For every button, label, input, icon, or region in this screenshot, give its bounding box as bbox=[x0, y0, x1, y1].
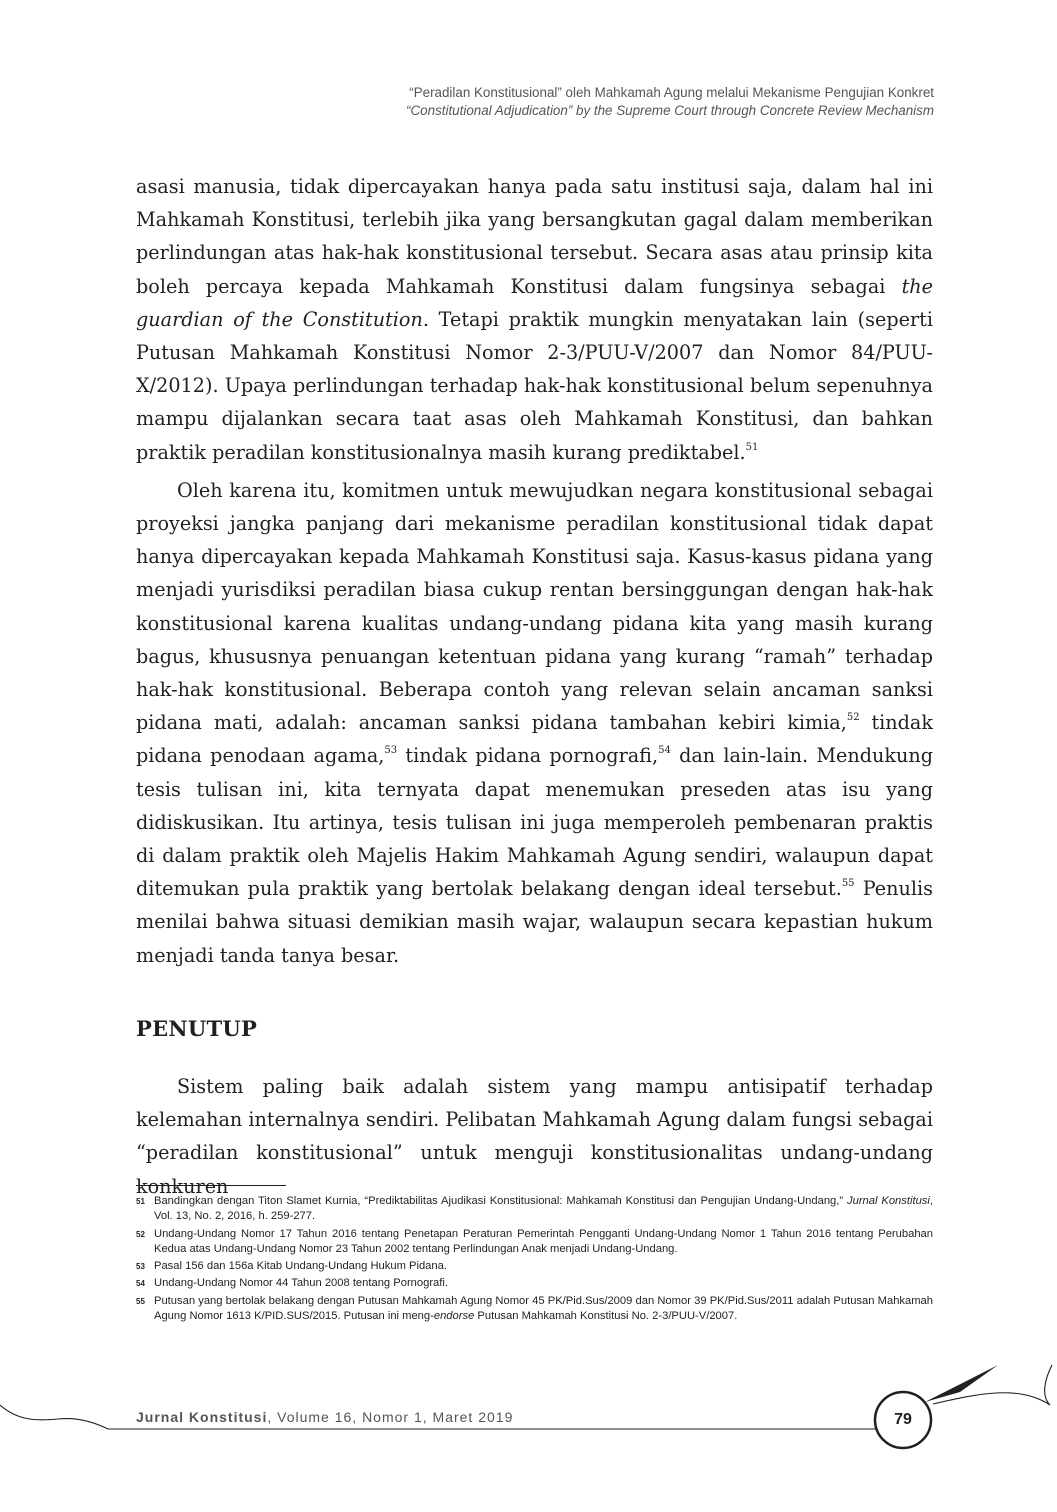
footnote-number: 52 bbox=[136, 1229, 145, 1239]
footnote-53 bbox=[136, 1259, 933, 1274]
footnote-text: Undang-Undang Nomor 44 Tahun 2008 tentang Pornografi. bbox=[154, 1277, 448, 1290]
journal-name: Jurnal Konstitusi bbox=[136, 1409, 268, 1425]
footnote-number: 55 bbox=[136, 1296, 145, 1306]
body-text bbox=[136, 170, 933, 972]
running-header bbox=[406, 84, 934, 120]
running-header-indonesian: “Peradilan Konstitusional” oleh Mahkamah Agung melalui Mekanisme Pengujian Konkret bbox=[409, 85, 934, 100]
footnote-italic: endorse bbox=[433, 1310, 475, 1323]
paragraph-2-text-a: Oleh karena itu, komitmen untuk mewujudkan negara konstitusional sebagai proyeksi jangka panjang dari mekanisme peradilan konstitusional tidak dapat hanya dipercayakan kepada Mahkamah Konstitusi saja. Kasus-kasus pidana yang menjadi yurisdiksi peradilan biasa cukup rentan bersinggungan dengan hak-hak konstitusional karena kualitas undang-undang pidana kita yang masih kurang bagus, khususnya penuangan ketentuan pidana yang kurang “ramah” terhadap hak-hak konstitusional. Beberapa contoh yang relevan selain ancaman sanksi pidana mati, adalah: ancaman sanksi pidana tambahan kebiri kimia, bbox=[136, 478, 933, 735]
footnote-number: 54 bbox=[136, 1279, 145, 1289]
paragraph-2-text-b: tindak pidana penodaan agama, bbox=[136, 711, 933, 768]
closing-text bbox=[136, 1070, 933, 1203]
footnote-italic: Jurnal Konstitusi bbox=[847, 1195, 930, 1207]
footnote-52 bbox=[136, 1227, 933, 1258]
footnote-text: Bandingkan dengan Titon Slamet Kurnia, “Prediktabilitas Ajudikasi Konstitusional: Mahkamah Konstitusi dan Pengujian Undang-Undang,” bbox=[154, 1195, 848, 1207]
footnote-text: Undang-Undang Nomor 17 Tahun 2016 tentang Penetapan Peraturan Pemerintah Pengganti Undang-Undang Nomor 1 Tahun 2016 tentang Perubahan Kedua atas Undang-Undang Nomor 23 Tahun 2002 tentang Perlindungan Anak menjadi Undang-Undang. bbox=[154, 1227, 933, 1255]
footnote-ref-55[interactable]: 55 bbox=[841, 878, 855, 890]
footnote-ref-54[interactable]: 54 bbox=[658, 745, 671, 757]
paragraph-2-text-e: Penulis menilai bahwa situasi demikian masih wajar, walaupun secara kepastian hukum menjadi tanda tanya besar. bbox=[136, 877, 933, 967]
footer-decorative-curve bbox=[0, 1355, 1057, 1455]
footnote-text: Putusan Mahkamah Konstitusi No. 2-3/PUU-V/2007. bbox=[474, 1310, 738, 1323]
paragraph-1-text-b: . Tetapi praktik mungkin menyatakan lain (seperti Putusan Mahkamah Konstitusi Nomor 2-3/PUU-V/2007 dan Nomor 84/PUU-X/2012). Upaya perlindungan terhadap hak-hak konstitusional belum sepenuhnya mampu dijalankan secara taat asas oleh Mahkamah Konstitusi, dan bahkan praktik peradilan konstitusionalnya masih kurang prediktabel. bbox=[136, 307, 933, 464]
paragraph-2-text-c: tindak pidana pornografi, bbox=[397, 744, 659, 768]
footnote-54 bbox=[136, 1276, 933, 1291]
paragraph-2 bbox=[136, 474, 933, 972]
footnote-text: , Vol. 13, No. 2, 2016, h. 259-277. bbox=[154, 1195, 933, 1223]
footnotes bbox=[136, 1194, 933, 1326]
page-number: 79 bbox=[894, 1411, 912, 1428]
footnote-ref-52[interactable]: 52 bbox=[846, 712, 860, 724]
closing-paragraph: Sistem paling baik adalah sistem yang mampu antisipatif terhadap kelemahan internalnya sendiri. Pelibatan Mahkamah Agung dalam fungsi sebagai “peradilan konstitusional” untuk menguji konstitusionalitas undang-undang konkuren bbox=[136, 1075, 933, 1198]
footnote-text: Putusan yang bertolak belakang dengan Putusan Mahkamah Agung Nomor 45 PK/Pid.Sus/2009 dan Nomor 39 PK/Pid.Sus/2011 adalah Putusan Mahkamah Agung Nomor 1613 K/PID.SUS/2015. Putusan ini meng- bbox=[154, 1294, 933, 1323]
footnote-ref-53[interactable]: 53 bbox=[384, 745, 398, 757]
paragraph-1 bbox=[136, 170, 933, 469]
footnote-51 bbox=[136, 1194, 933, 1225]
footnote-text: Pasal 156 dan 156a Kitab Undang-Undang Hukum Pidana. bbox=[154, 1260, 447, 1273]
footnote-number: 51 bbox=[136, 1197, 145, 1206]
section-heading: PENUTUP bbox=[136, 1016, 258, 1041]
paragraph-1-text-a: asasi manusia, tidak dipercayakan hanya pada satu institusi saja, dalam hal ini Mahkamah Konstitusi, terlebih jika yang bersangkutan gagal dalam memberikan perlindungan atas hak-hak konstitusional tersebut. Secara asas atau prinsip kita boleh percaya kepada Mahkamah Konstitusi dalam fungsinya sebagai bbox=[136, 175, 933, 298]
paragraph-1-italic: the guardian of the Constitution bbox=[136, 274, 933, 331]
footnote-number: 53 bbox=[136, 1262, 145, 1272]
footnote-ref-51[interactable]: 51 bbox=[745, 441, 759, 453]
journal-issue-details: , Volume 16, Nomor 1, Maret 2019 bbox=[267, 1409, 514, 1425]
running-header-english: “Constitutional Adjudication” by the Supreme Court through Concrete Review Mechanism bbox=[406, 103, 934, 118]
footnote-55 bbox=[136, 1294, 933, 1325]
paragraph-2-text-d: dan lain-lain. Mendukung tesis tulisan ini, kita ternyata dapat menemukan preseden atas isu yang didiskusikan. Itu artinya, tesis tulisan ini juga memperoleh pembenaran praktis di dalam praktik oleh Majelis Hakim Mahkamah Agung sendiri, walaupun dapat ditemukan pula praktik yang bertolak belakang dengan ideal tersebut. bbox=[136, 744, 933, 901]
journal-footer bbox=[136, 1409, 513, 1425]
footnote-divider bbox=[136, 1185, 286, 1186]
